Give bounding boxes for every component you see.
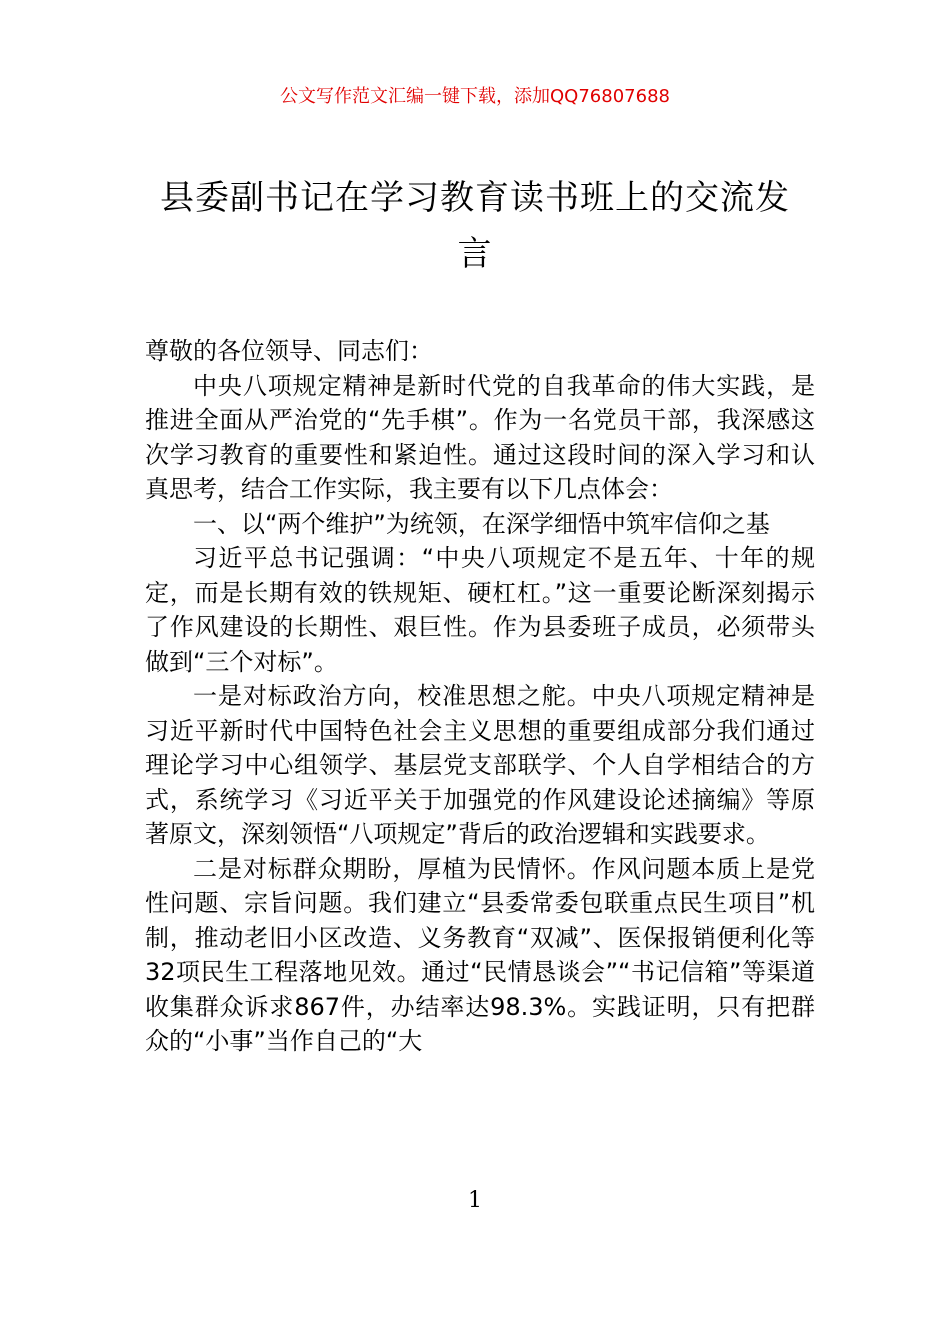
salutation: 尊敬的各位领导、同志们： (145, 337, 433, 365)
paragraph-point-2: 二是对标群众期盼，厚植为民情怀。作风问题本质上是党性问题、宗旨问题。我们建立“县委常委包联重点民生项目”机制，推动老旧小区改造、义务教育“双减”、医保报销便利化等32项民生工程落地见效。通过“民情恳谈会”“书记信箱”等渠道收集群众诉求867件，办结率达98.3%。实践证明，只有把群众的“小事”当作自己的“大 (145, 854, 815, 1055)
paragraph-quote: 习近平总书记强调：“中央八项规定不是五年、十年的规定，而是长期有效的铁规矩、硬杠杠。”这一重要论断深刻揭示了作风建设的长期性、艰巨性。作为县委班子成员，必须带头做到“三个对标”。 (145, 544, 815, 676)
section-heading-1: 一、以“两个维护”为统领，在深学细悟中筑牢信仰之基 (193, 509, 770, 538)
document-body (145, 334, 815, 1059)
document-title: 县委副书记在学习教育读书班上的交流发言 (160, 178, 790, 274)
paragraph-point-1: 一是对标政治方向，校准思想之舵。中央八项规定精神是习近平新时代中国特色社会主义思想的重要组成部分我们通过理论学习中心组领学、基层党支部联学、个人自学相结合的方式，系统学习《习近平关于加强党的作风建设论述摘编》等原著原文，深刻领悟“八项规定”背后的政治逻辑和实践要求。 (145, 682, 815, 848)
paragraph-intro: 中央八项规定精神是新时代党的自我革命的伟大实践，是推进全面从严治党的“先手棋”。作为一名党员干部，我深感这次学习教育的重要性和紧迫性。通过这段时间的深入学习和认真思考，结合工作实际，我主要有以下几点体会： (145, 371, 815, 503)
page-number: 1 (468, 1188, 482, 1213)
header-banner: 公文写作范文汇编一键下载，添加QQ76807688 (280, 86, 670, 107)
